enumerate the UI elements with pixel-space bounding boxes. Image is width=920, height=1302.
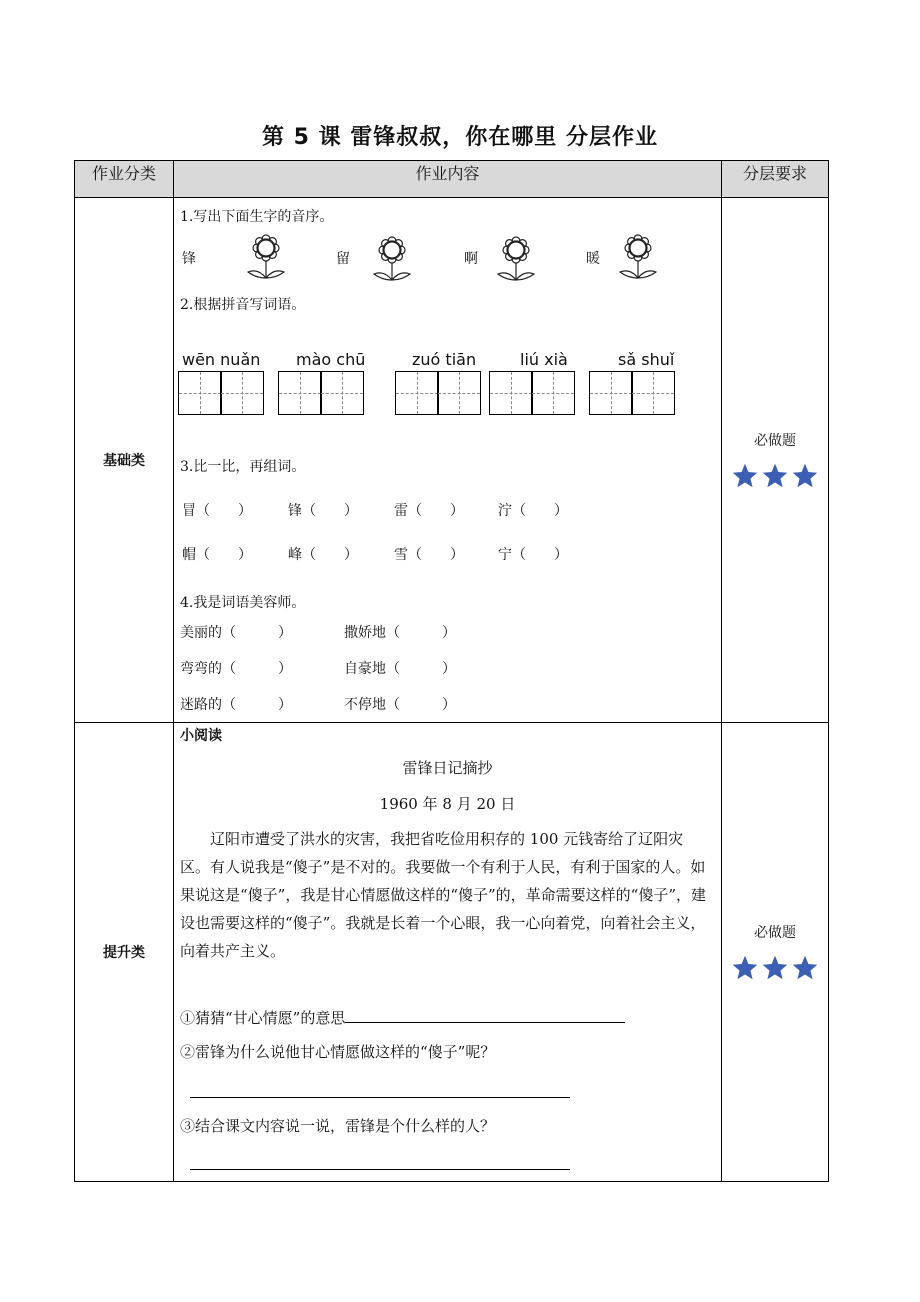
q4-item[interactable]: 不停地（ ） xyxy=(344,697,456,713)
star-icon xyxy=(731,954,759,982)
pinyin-1: wēn nuǎn xyxy=(182,350,261,369)
requirement-label: 必做题 xyxy=(754,433,796,449)
header-category: 作业分类 xyxy=(75,161,174,198)
header-content: 作业内容 xyxy=(174,161,722,198)
reading-q2: ②雷锋为什么说他甘心情愿做这样的“傻子”呢？ xyxy=(180,1043,496,1061)
flower-icon xyxy=(362,236,422,284)
homework-table xyxy=(74,160,829,1182)
q4-item[interactable]: 弯弯的（ ） xyxy=(180,661,292,677)
table-header-row xyxy=(75,161,829,198)
star-rating xyxy=(722,954,828,982)
q1-char-3: 啊 xyxy=(464,251,478,267)
q4-item[interactable]: 自豪地（ ） xyxy=(344,661,456,677)
basic-content xyxy=(174,198,722,723)
reading-q3: ③结合课文内容说一说，雷锋是个什么样的人？ xyxy=(180,1117,496,1135)
reading-label: 小阅读 xyxy=(180,728,222,744)
q1-char-1: 锋 xyxy=(182,251,196,267)
answer-line[interactable] xyxy=(190,1169,570,1170)
advanced-row xyxy=(75,723,829,1182)
star-icon xyxy=(761,954,789,982)
star-icon xyxy=(791,462,819,490)
basic-category: 基础类 xyxy=(75,198,174,723)
writing-grid-1[interactable] xyxy=(179,371,264,415)
pinyin-3: zuó tiān xyxy=(412,350,477,369)
q3-item[interactable]: 冒（ ） xyxy=(182,503,252,519)
writing-grid-2[interactable] xyxy=(279,371,364,415)
star-rating xyxy=(722,462,828,490)
star-icon xyxy=(791,954,819,982)
pinyin-5: sǎ shuǐ xyxy=(618,350,675,369)
page-title: 第 5 课 雷锋叔叔，你在哪里 分层作业 xyxy=(262,125,658,150)
advanced-category: 提升类 xyxy=(75,723,174,1182)
advanced-content xyxy=(174,723,722,1182)
q3-item[interactable]: 峰（ ） xyxy=(288,547,358,563)
q2-prompt: 2.根据拼音写词语。 xyxy=(180,297,306,313)
basic-requirement xyxy=(722,198,829,723)
q3-item[interactable]: 宁（ ） xyxy=(498,547,568,563)
q3-prompt: 3.比一比，再组词。 xyxy=(180,459,306,475)
q3-item[interactable]: 雷（ ） xyxy=(394,503,464,519)
reading-date: 1960 年 8 月 20 日 xyxy=(379,795,516,813)
q3-item[interactable]: 帽（ ） xyxy=(182,547,252,563)
q3-item[interactable]: 泞（ ） xyxy=(498,503,568,519)
q1-char-4: 暖 xyxy=(586,251,600,267)
q4-item[interactable]: 美丽的（ ） xyxy=(180,625,292,641)
writing-grid-3[interactable] xyxy=(396,371,481,415)
header-requirement: 分层要求 xyxy=(722,161,829,198)
q1-prompt: 1.写出下面生字的音序。 xyxy=(180,209,334,225)
basic-row xyxy=(75,198,829,723)
q4-prompt: 4.我是词语美容师。 xyxy=(180,595,306,611)
pinyin-4: liú xià xyxy=(520,350,568,369)
q1-char-2: 留 xyxy=(336,251,350,267)
flower-icon xyxy=(236,234,296,282)
pinyin-2: mào chū xyxy=(296,350,366,369)
flower-icon xyxy=(486,236,546,284)
writing-grid-4[interactable] xyxy=(490,371,575,415)
q3-item[interactable]: 锋（ ） xyxy=(288,503,358,519)
reading-q1: ①猜猜“甘心情愿”的意思 xyxy=(180,1007,625,1028)
star-icon xyxy=(761,462,789,490)
q4-item[interactable]: 撒娇地（ ） xyxy=(344,625,456,641)
reading-passage: 辽阳市遭受了洪水的灾害，我把省吃俭用积存的 100 元钱寄给了辽阳灾区。有人说我是“傻子”是不对的。我要做一个有利于人民，有利于国家的人。如果说这是“傻子”，我是甘心情愿做这样的“傻子”的，革命需要这样的“傻子”，建设也需要这样的“傻子”。我就是长着一个心眼，我一心向着党，向着社会主义，向着共产主义。 xyxy=(180,830,707,960)
requirement-label: 必做题 xyxy=(754,925,796,941)
writing-grid-5[interactable] xyxy=(590,371,675,415)
advanced-requirement xyxy=(722,723,829,1182)
star-icon xyxy=(731,462,759,490)
reading-title: 雷锋日记摘抄 xyxy=(402,759,493,777)
q3-item[interactable]: 雪（ ） xyxy=(394,547,464,563)
answer-line[interactable] xyxy=(345,1022,625,1023)
flower-icon xyxy=(608,234,668,282)
q4-item[interactable]: 迷路的（ ） xyxy=(180,697,292,713)
answer-line[interactable] xyxy=(190,1097,570,1098)
